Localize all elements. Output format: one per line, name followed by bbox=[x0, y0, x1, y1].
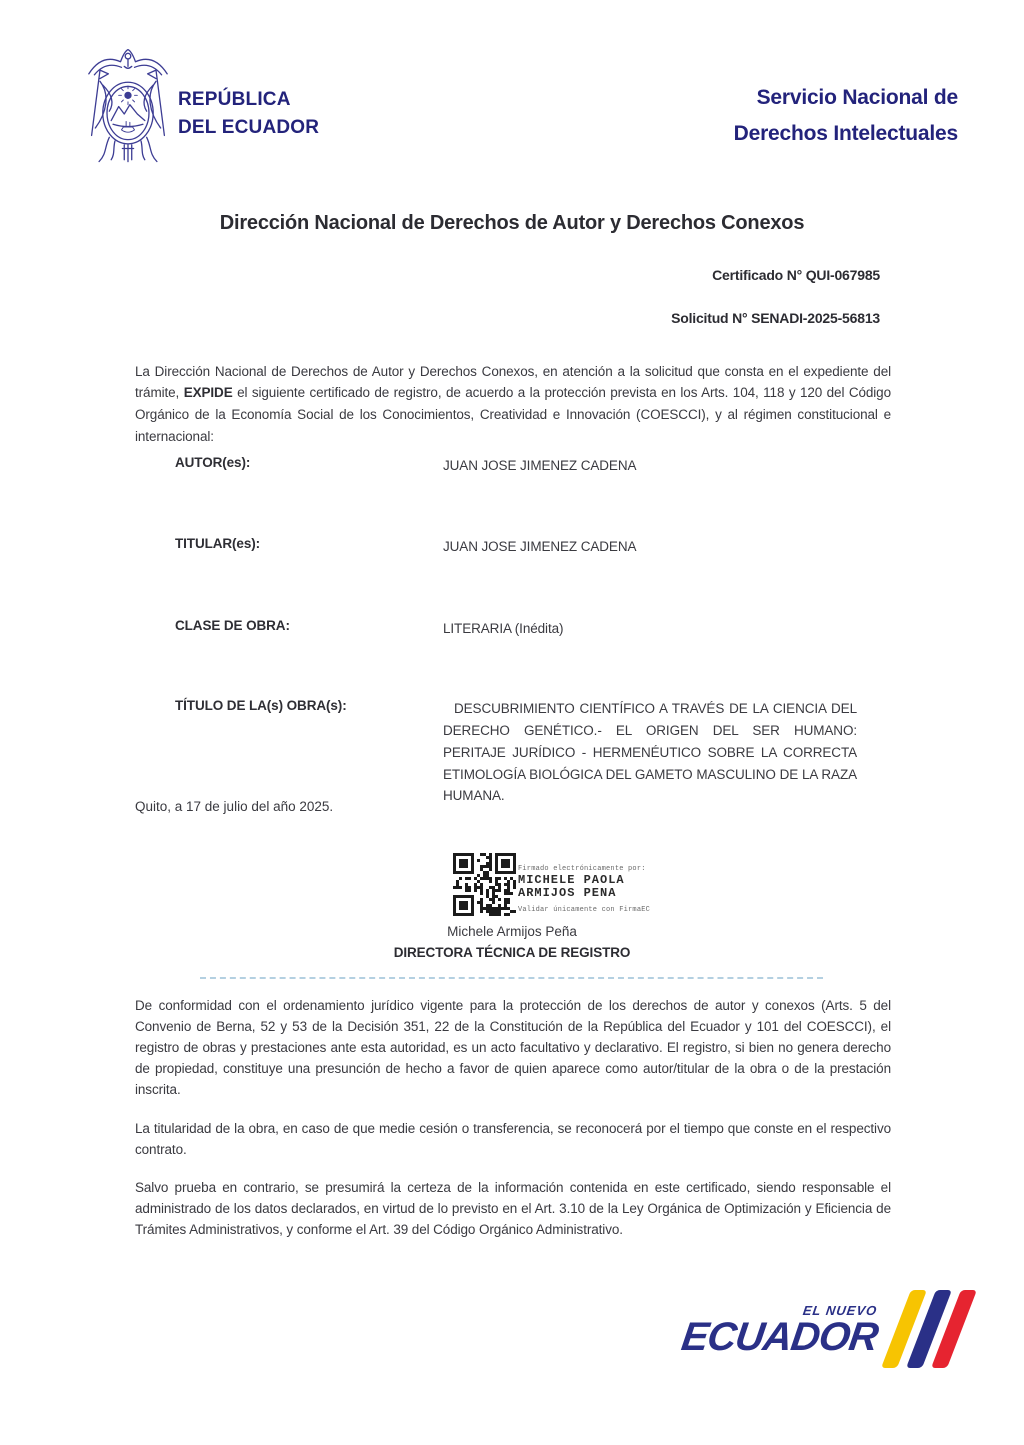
intro-paragraph bbox=[135, 361, 891, 448]
ecuador-coat-of-arms-icon bbox=[72, 44, 184, 168]
senadi-wordmark bbox=[734, 80, 958, 151]
application-number: Solicitud N° SENADI-2025-56813 bbox=[671, 310, 880, 326]
legal-section bbox=[135, 996, 891, 1259]
field-value-titular: JUAN JOSE JIMENEZ CADENA bbox=[443, 539, 637, 554]
electronic-signature-stamp bbox=[518, 866, 650, 915]
legal-paragraph-2: La titularidad de la obra, en caso de que medie cesión o transferencia, se reconocerá por el tiempo que conste en el respectivo contrato. bbox=[135, 1120, 891, 1157]
field-label-titulo-obra: TÍTULO DE LA(s) OBRA(s): bbox=[175, 698, 347, 713]
field-label-clase-de-obra: CLASE DE OBRA: bbox=[175, 618, 290, 633]
flag-stripes bbox=[887, 1290, 962, 1368]
signatory-role: DIRECTORA TÉCNICA DE REGISTRO bbox=[393, 944, 631, 960]
legal-paragraph-3: Salvo prueba en contrario, se presumirá la certeza de la información contenida en este certificado, siendo responsable el administrado de los datos declarados, en virtud de lo previsto en el Art. 3.10 de la Ley Orgánica de Optimización y Eficiencia de Trámites Administrativos, y conforme el Art. 39 del Código Orgánico Administrativo. bbox=[135, 1180, 891, 1238]
field-value-autor: JUAN JOSE JIMENEZ CADENA bbox=[443, 458, 637, 473]
logo-el-nuevo: EL NUEVO bbox=[801, 1302, 879, 1318]
stamp-name-line2: ARMIJOS PENA bbox=[518, 886, 617, 901]
stamp-validate: Validar únicamente con FirmaEC bbox=[518, 905, 651, 914]
republic-line2: DEL ECUADOR bbox=[178, 116, 320, 138]
stamp-name-line1: MICHELE PAOLA bbox=[518, 872, 625, 887]
field-label-titular: TITULAR(es): bbox=[175, 536, 261, 551]
document-title: Dirección Nacional de Derechos de Autor y Derechos Conexos bbox=[219, 212, 805, 234]
republic-line1: REPÚBLICA bbox=[178, 89, 291, 110]
legal-paragraph-1: De conformidad con el ordenamiento jurídico vigente para la protección de los derechos de autor y conexos (Arts. 5 del Convenio de Berna, 52 y 53 de la Decisión 351, 22 de la Constitución de la República del Ecuador y 101 del COESCCI), el registro de obras y prestaciones ante esta autoridad, es un acto facultativo y declarativo. El registro, si bien no genera derecho de propiedad, constituye una presunción de hecho a favor de quien aparece como autor/titular de la obra o de la prestación inscrita. bbox=[135, 998, 891, 1097]
field-row-autor bbox=[175, 455, 857, 477]
intro-pre: La Dirección Nacional de Derechos de Autor y Derechos Conexos, en atención a la solicitud que consta en el expediente del trámite, bbox=[135, 363, 891, 401]
stamp-signed-by: Firmado electrónicamente por: bbox=[518, 865, 646, 873]
field-value-clase-de-obra: LITERARIA (Inédita) bbox=[443, 621, 564, 636]
dashed-divider bbox=[200, 977, 823, 979]
service-line2: Derechos Intelectuales bbox=[733, 121, 958, 145]
republic-del-ecuador-wordmark bbox=[178, 86, 319, 141]
logo-ecuador: ECUADOR bbox=[678, 1314, 881, 1359]
field-value-titulo-obra: DESCUBRIMIENTO CIENTÍFICO A TRAVÉS DE LA CIENCIA DEL DERECHO GENÉTICO.- EL ORIGEN DEL SER HUMANO: PERITAJE JURÍDICO - HERMENÉUTICO SOBRE LA CORRECTA ETIMOLOGÍA BIOLÓGICA DEL GAMETO MASCULINO DE LA RAZA HUMANA. bbox=[443, 701, 857, 804]
el-nuevo-ecuador-logo bbox=[678, 1290, 962, 1368]
certificate-number: Certificado N° QUI-067985 bbox=[712, 267, 880, 283]
field-row-clase-de-obra bbox=[175, 618, 857, 640]
issue-date-line: Quito, a 17 de julio del año 2025. bbox=[135, 799, 334, 814]
signatory-name: Michele Armijos Peña bbox=[447, 924, 577, 939]
field-label-autor: AUTOR(es): bbox=[175, 455, 251, 470]
signatory-identity bbox=[0, 922, 1024, 964]
logo-text bbox=[678, 1302, 881, 1359]
service-line1: Servicio Nacional de bbox=[756, 86, 958, 109]
field-row-titular bbox=[175, 536, 857, 558]
qr-code bbox=[453, 853, 516, 916]
field-row-titulo-obra bbox=[175, 698, 857, 807]
intro-post: el siguiente certificado de registro, de acuerdo a la protección prevista en los Arts. 104, 118 y 120 del Código Orgánico de la Economía Social de los Conocimientos, Creatividad e Innovación (COESCCI), y al régimen constitucional e internacional: bbox=[135, 385, 891, 445]
intro-expide: EXPIDE bbox=[183, 385, 233, 401]
